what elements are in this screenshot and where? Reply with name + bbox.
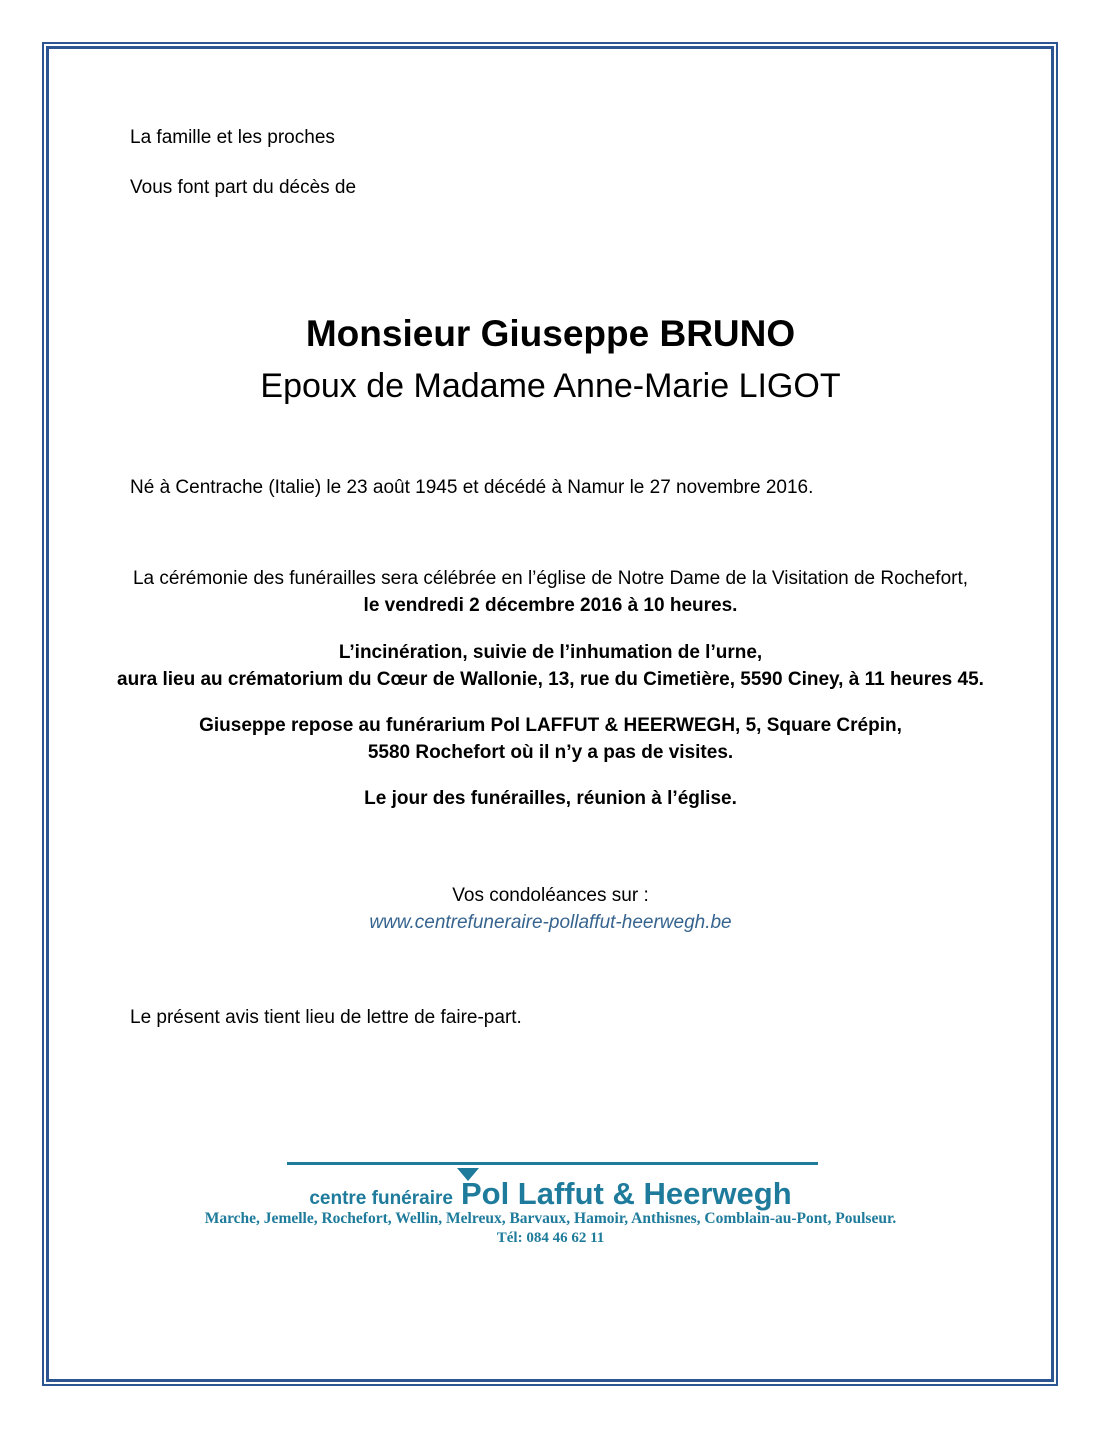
ceremony-line2: le vendredi 2 décembre 2016 à 10 heures. <box>363 595 738 616</box>
repose-line2: 5580 Rochefort où il n’y a pas de visites. <box>367 742 734 763</box>
footer-divider <box>287 1162 818 1165</box>
ceremony-line1: La cérémonie des funérailles sera célébrée en l’église de Notre Dame de la Visitation de Rochefort, <box>132 568 969 589</box>
deceased-name: Monsieur Giuseppe BRUNO <box>305 313 796 354</box>
condolences-label: Vos condoléances sur : <box>452 885 649 906</box>
triangle-down-icon <box>457 1168 479 1181</box>
condolences-link[interactable]: www.centrefuneraire-pollaffut-heerwegh.be <box>369 912 732 933</box>
condolences-link-row <box>56 911 1045 935</box>
funeral-home-logo <box>56 1176 1045 1212</box>
cremation-line1: L’incinération, suivie de l’inhumation de l’urne, <box>338 642 763 663</box>
cremation-line2: aura lieu au crématorium du Cœur de Wallonie, 13, rue du Cimetière, 5590 Ciney, à 11 heures 45. <box>117 669 984 690</box>
deceased-spouse: Epoux de Madame Anne-Marie LIGOT <box>260 367 841 405</box>
brand-prefix: centre funéraire <box>309 1188 453 1209</box>
footer-phone: Tél: 084 46 62 11 <box>496 1230 605 1246</box>
life-dates: Né à Centrache (Italie) le 23 août 1945 et décédé à Namur le 27 novembre 2016. <box>130 477 814 498</box>
intro-line-announce: Vous font part du décès de <box>130 177 357 198</box>
footer-locations: Marche, Jemelle, Rochefort, Wellin, Melreux, Barvaux, Hamoir, Anthisnes, Comblain-au-Pont, Poulseur. <box>204 1210 897 1227</box>
notice-line: Le présent avis tient lieu de lettre de faire-part. <box>130 1007 522 1028</box>
gathering-line: Le jour des funérailles, réunion à l’église. <box>364 788 737 809</box>
brand-name-wrap <box>461 1176 792 1212</box>
repose-line1: Giuseppe repose au funérarium Pol LAFFUT & HEERWEGH, 5, Square Crépin, <box>199 715 902 736</box>
intro-line-family: La famille et les proches <box>130 127 335 148</box>
brand-name: Pol Laffut & Heerwegh <box>460 1176 792 1211</box>
